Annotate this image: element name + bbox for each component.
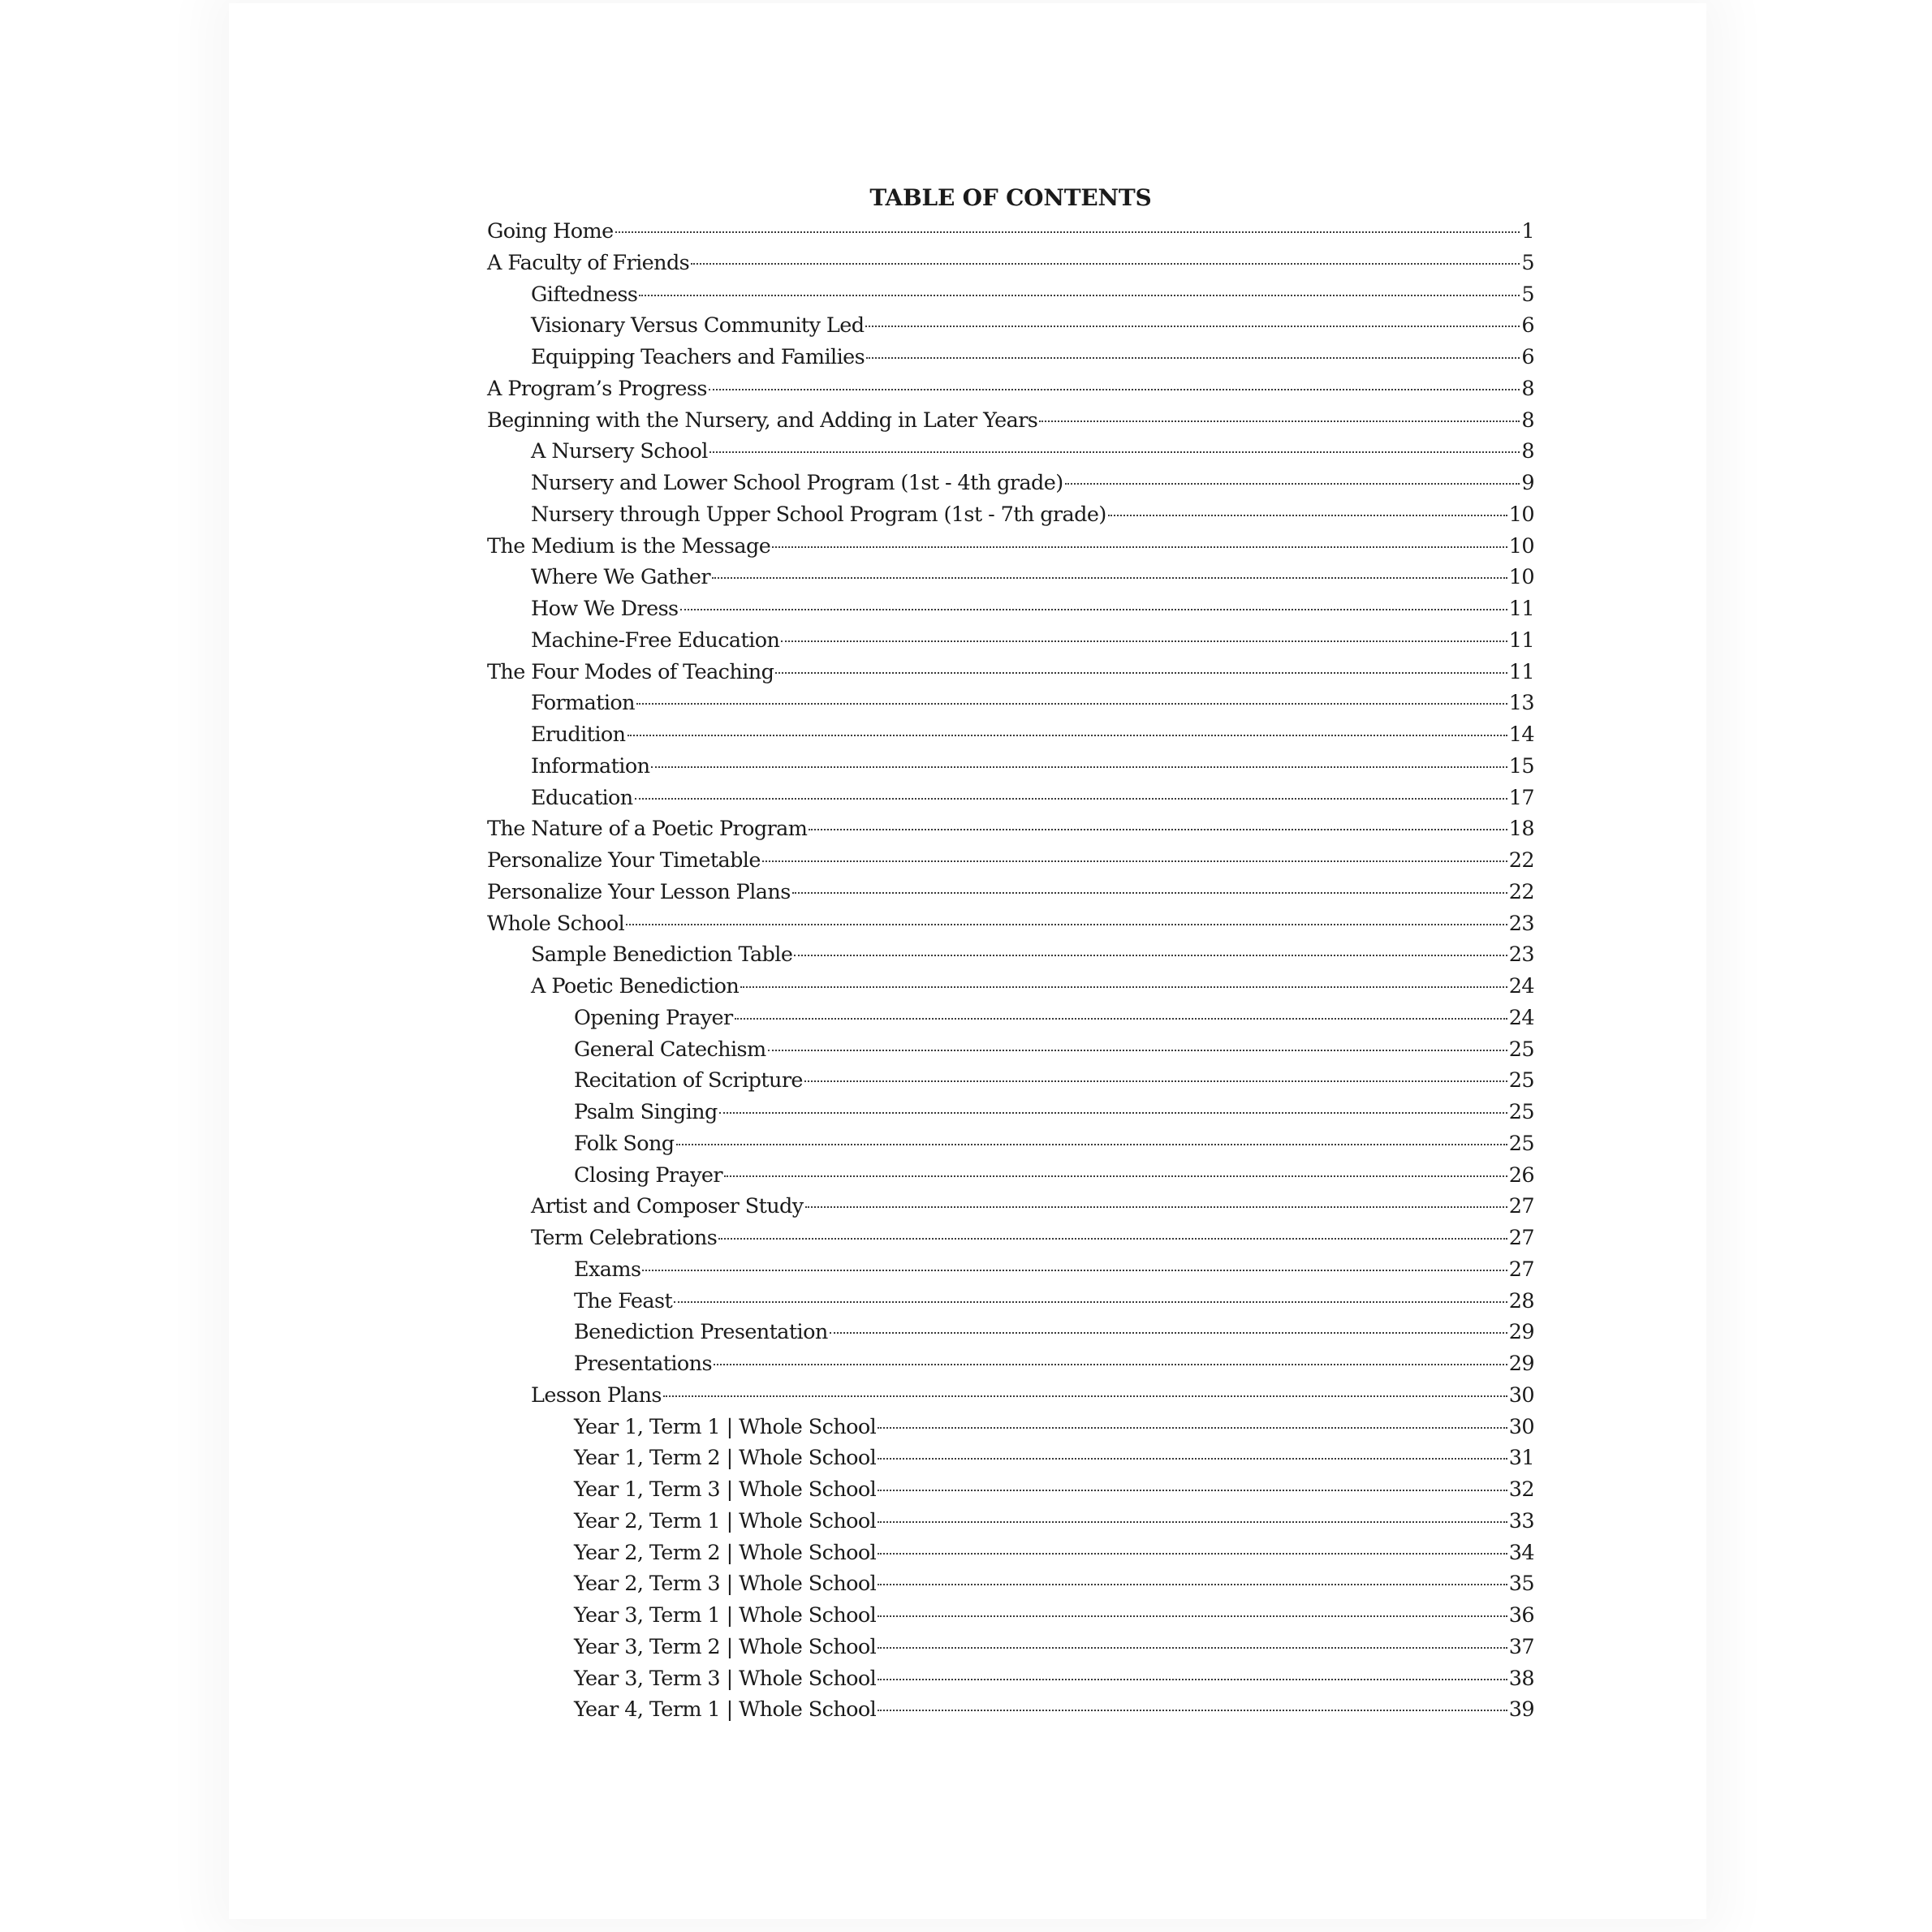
dot-leader (805, 1206, 1507, 1208)
toc-entry[interactable] (487, 751, 1534, 783)
dot-leader (651, 766, 1507, 768)
toc-entry-page-number: 11 (1508, 627, 1534, 653)
toc-entry[interactable] (487, 688, 1534, 719)
toc-entry-title: Year 3, Term 1 | Whole School (574, 1603, 877, 1628)
dot-leader (878, 1710, 1507, 1711)
toc-entry-page-number: 34 (1508, 1540, 1534, 1565)
toc-entry[interactable] (487, 1128, 1534, 1160)
toc-entry[interactable] (487, 1694, 1534, 1726)
toc-entry[interactable] (487, 1191, 1534, 1223)
toc-entry-title: Machine-Free Education (531, 627, 780, 653)
dot-leader (714, 1364, 1507, 1365)
toc-entry-title: How We Dress (531, 597, 679, 621)
dot-leader (642, 1270, 1507, 1271)
dot-leader (674, 1301, 1507, 1303)
dot-leader (1065, 483, 1520, 485)
toc-entry-title: Year 4, Term 1 | Whole School (574, 1697, 877, 1723)
toc-entry-title: Formation (531, 691, 636, 716)
toc-entry[interactable] (487, 1506, 1534, 1537)
toc-entry-page-number: 25 (1508, 1068, 1534, 1093)
toc-entry[interactable] (487, 1254, 1534, 1286)
toc-entry[interactable] (487, 1632, 1534, 1663)
toc-entry-title: Education (531, 785, 633, 810)
dot-leader (735, 1018, 1507, 1020)
dot-leader (719, 1112, 1507, 1114)
toc-entry-page-number: 30 (1508, 1414, 1534, 1439)
toc-entry[interactable] (487, 593, 1534, 625)
toc-entry-page-number: 9 (1521, 471, 1534, 495)
toc-entry[interactable] (487, 499, 1534, 531)
toc-entry-title: Year 2, Term 2 | Whole School (574, 1540, 877, 1565)
dot-leader (878, 1553, 1507, 1555)
toc-entry[interactable] (487, 1034, 1534, 1066)
toc-entry-page-number: 32 (1508, 1477, 1534, 1502)
toc-entry-title: Year 3, Term 3 | Whole School (574, 1666, 877, 1691)
dot-leader (775, 672, 1507, 674)
dot-leader (772, 546, 1507, 548)
toc-entry[interactable] (487, 248, 1534, 279)
toc-entry-page-number: 30 (1508, 1382, 1534, 1408)
toc-entry-title: Exams (574, 1257, 641, 1282)
toc-entry[interactable] (487, 1003, 1534, 1034)
toc-entry-page-number: 37 (1508, 1634, 1534, 1659)
toc-entry[interactable] (487, 405, 1534, 437)
toc-entry[interactable] (487, 436, 1534, 468)
dot-leader (712, 577, 1507, 579)
toc-entry-page-number: 29 (1508, 1320, 1534, 1345)
toc-entry[interactable] (487, 1097, 1534, 1128)
toc-entry[interactable] (487, 1065, 1534, 1097)
dot-leader (878, 1615, 1507, 1617)
toc-entry[interactable] (487, 342, 1534, 373)
toc-entry-title: Psalm Singing (574, 1100, 718, 1124)
dot-leader (830, 1332, 1507, 1334)
toc-entry-title: The Nature of a Poetic Program (487, 817, 808, 842)
dot-leader (762, 860, 1507, 862)
dot-leader (878, 1521, 1507, 1523)
toc-entry-title: Folk Song (574, 1131, 675, 1156)
toc-entry-title: A Program’s Progress (487, 376, 707, 401)
toc-entry-title: A Poetic Benediction (531, 974, 740, 998)
dot-leader (724, 1175, 1507, 1177)
toc-entry-page-number: 5 (1521, 250, 1534, 275)
dot-leader (636, 703, 1507, 705)
toc-list (487, 216, 1534, 1726)
toc-entry-title: Giftedness (531, 282, 638, 307)
toc-entry[interactable] (487, 1317, 1534, 1348)
toc-entry[interactable] (487, 1474, 1534, 1506)
toc-entry-title: Year 1, Term 1 | Whole School (574, 1414, 877, 1439)
toc-entry[interactable] (487, 1600, 1534, 1632)
dot-leader (663, 1395, 1507, 1397)
toc-entry-page-number: 6 (1521, 345, 1534, 369)
dot-leader (804, 1080, 1507, 1082)
dot-leader (866, 357, 1520, 359)
toc-entry-page-number: 14 (1508, 722, 1534, 747)
toc-entry-page-number: 13 (1508, 691, 1534, 716)
toc-entry-title: Erudition (531, 722, 626, 747)
dot-leader (1039, 420, 1520, 422)
toc-entry-title: Year 2, Term 3 | Whole School (574, 1572, 877, 1597)
toc-entry[interactable] (487, 1412, 1534, 1443)
toc-entry-title: Visionary Versus Community Led (531, 313, 865, 339)
dot-leader (878, 1427, 1507, 1429)
toc-entry-page-number: 11 (1508, 597, 1534, 621)
dot-leader (635, 798, 1507, 800)
toc-entry-page-number: 27 (1508, 1257, 1534, 1282)
toc-entry-title: Recitation of Scripture (574, 1068, 803, 1093)
toc-entry-title: Personalize Your Lesson Plans (487, 879, 791, 904)
toc-entry[interactable] (487, 1286, 1534, 1317)
toc-entry[interactable] (487, 1380, 1534, 1412)
dot-leader (676, 1144, 1507, 1145)
toc-entry[interactable] (487, 813, 1534, 845)
toc-entry[interactable] (487, 845, 1534, 877)
dot-leader (878, 1584, 1507, 1585)
toc-entry-page-number: 10 (1508, 533, 1534, 558)
toc-entry-page-number: 8 (1521, 439, 1534, 464)
toc-entry-title: Presentations (574, 1352, 712, 1376)
toc-entry-page-number: 31 (1508, 1446, 1534, 1471)
dot-leader (781, 640, 1507, 642)
dot-leader (740, 986, 1507, 988)
toc-entry-page-number: 26 (1508, 1162, 1534, 1188)
toc-entry-title: A Nursery School (531, 439, 708, 464)
toc-entry-title: Whole School (487, 911, 625, 936)
toc-entry-title: Year 2, Term 1 | Whole School (574, 1508, 877, 1533)
toc-entry[interactable] (487, 877, 1534, 908)
toc-entry-page-number: 17 (1508, 785, 1534, 810)
dot-leader (627, 735, 1507, 736)
toc-entry-page-number: 5 (1521, 282, 1534, 307)
toc-entry-title: Year 1, Term 3 | Whole School (574, 1477, 877, 1502)
toc-entry[interactable] (487, 1537, 1534, 1569)
toc-entry[interactable] (487, 1568, 1534, 1600)
dot-leader (865, 326, 1520, 327)
toc-entry-title: Beginning with the Nursery, and Adding in Later Years (487, 408, 1038, 433)
toc-entry[interactable] (487, 310, 1534, 342)
toc-entry[interactable] (487, 1663, 1534, 1695)
toc-entry-page-number: 15 (1508, 753, 1534, 778)
toc-entry[interactable] (487, 1348, 1534, 1380)
toc-entry-title: Benediction Presentation (574, 1320, 828, 1345)
toc-entry[interactable] (487, 279, 1534, 311)
toc-entry-page-number: 11 (1508, 659, 1534, 684)
toc-entry-page-number: 22 (1508, 848, 1534, 873)
toc-entry-title: Year 1, Term 2 | Whole School (574, 1446, 877, 1471)
toc-entry[interactable] (487, 939, 1534, 971)
toc-entry-page-number: 1 (1521, 219, 1534, 244)
toc-entry-page-number: 8 (1521, 408, 1534, 433)
dot-leader (709, 389, 1520, 390)
dot-leader (718, 1238, 1507, 1240)
toc-entry-page-number: 6 (1521, 313, 1534, 339)
toc-entry-page-number: 10 (1508, 502, 1534, 527)
toc-entry-page-number: 39 (1508, 1697, 1534, 1723)
toc-entry-title: Personalize Your Timetable (487, 848, 761, 873)
toc-entry[interactable] (487, 657, 1534, 688)
toc-entry[interactable] (487, 908, 1534, 940)
toc-entry-page-number: 8 (1521, 376, 1534, 401)
toc-entry[interactable] (487, 783, 1534, 814)
table-of-contents (487, 180, 1534, 1726)
dot-leader (878, 1490, 1507, 1491)
toc-entry-title: Artist and Composer Study (531, 1194, 804, 1219)
toc-entry-title: Information (531, 753, 650, 778)
toc-entry[interactable] (487, 719, 1534, 751)
toc-entry-page-number: 23 (1508, 911, 1534, 936)
toc-entry[interactable] (487, 216, 1534, 248)
toc-title: TABLE OF CONTENTS (869, 184, 1152, 211)
toc-entry-page-number: 23 (1508, 942, 1534, 968)
toc-entry[interactable] (487, 1160, 1534, 1192)
toc-entry-page-number: 18 (1508, 817, 1534, 842)
dot-leader (768, 1050, 1507, 1051)
toc-entry-page-number: 27 (1508, 1226, 1534, 1250)
toc-entry-title: Closing Prayer (574, 1162, 722, 1188)
dot-leader (1108, 515, 1507, 516)
toc-entry[interactable] (487, 1443, 1534, 1474)
toc-entry[interactable] (487, 1223, 1534, 1254)
toc-entry-page-number: 24 (1508, 1005, 1534, 1030)
toc-entry-page-number: 35 (1508, 1572, 1534, 1597)
dot-leader (792, 892, 1507, 894)
toc-entry-title: The Medium is the Message (487, 533, 771, 558)
toc-entry-title: A Faculty of Friends (487, 250, 690, 275)
toc-entry-page-number: 28 (1508, 1288, 1534, 1313)
toc-entry-title: Term Celebrations (531, 1226, 718, 1250)
dot-leader (878, 1679, 1507, 1680)
dot-leader (615, 231, 1520, 233)
toc-entry[interactable] (487, 468, 1534, 499)
toc-entry-page-number: 27 (1508, 1194, 1534, 1219)
toc-entry-page-number: 33 (1508, 1508, 1534, 1533)
toc-entry-title: Going Home (487, 219, 614, 244)
toc-entry-title: Year 3, Term 2 | Whole School (574, 1634, 877, 1659)
dot-leader (878, 1458, 1507, 1460)
toc-entry-page-number: 24 (1508, 974, 1534, 998)
toc-entry-page-number: 36 (1508, 1603, 1534, 1628)
toc-entry[interactable] (487, 971, 1534, 1003)
dot-leader (794, 955, 1507, 956)
toc-entry[interactable] (487, 373, 1534, 405)
toc-entry-page-number: 38 (1508, 1666, 1534, 1691)
toc-entry-page-number: 10 (1508, 565, 1534, 590)
toc-entry-title: Nursery and Lower School Program (1st - 4th grade) (531, 471, 1063, 495)
dot-leader (626, 924, 1507, 925)
dot-leader (639, 295, 1520, 296)
toc-entry[interactable] (487, 531, 1534, 563)
toc-entry[interactable] (487, 625, 1534, 657)
toc-entry-title: The Four Modes of Teaching (487, 659, 774, 684)
dot-leader (809, 829, 1507, 830)
toc-entry-page-number: 25 (1508, 1100, 1534, 1124)
toc-entry-title: Where We Gather (531, 565, 710, 590)
toc-entry-title: Nursery through Upper School Program (1st - 7th grade) (531, 502, 1106, 527)
toc-entry-title: Opening Prayer (574, 1005, 733, 1030)
toc-entry-page-number: 29 (1508, 1352, 1534, 1376)
toc-entry-title: The Feast (574, 1288, 673, 1313)
toc-entry-page-number: 25 (1508, 1131, 1534, 1156)
toc-entry-title: Lesson Plans (531, 1382, 662, 1408)
dot-leader (878, 1647, 1507, 1649)
toc-entry-title: Equipping Teachers and Families (531, 345, 865, 369)
dot-leader (691, 263, 1520, 265)
dot-leader (709, 451, 1520, 453)
toc-entry-page-number: 22 (1508, 879, 1534, 904)
toc-entry[interactable] (487, 562, 1534, 593)
toc-entry-title: General Catechism (574, 1037, 766, 1062)
toc-entry-title: Sample Benediction Table (531, 942, 793, 968)
dot-leader (680, 609, 1507, 610)
toc-entry-page-number: 25 (1508, 1037, 1534, 1062)
